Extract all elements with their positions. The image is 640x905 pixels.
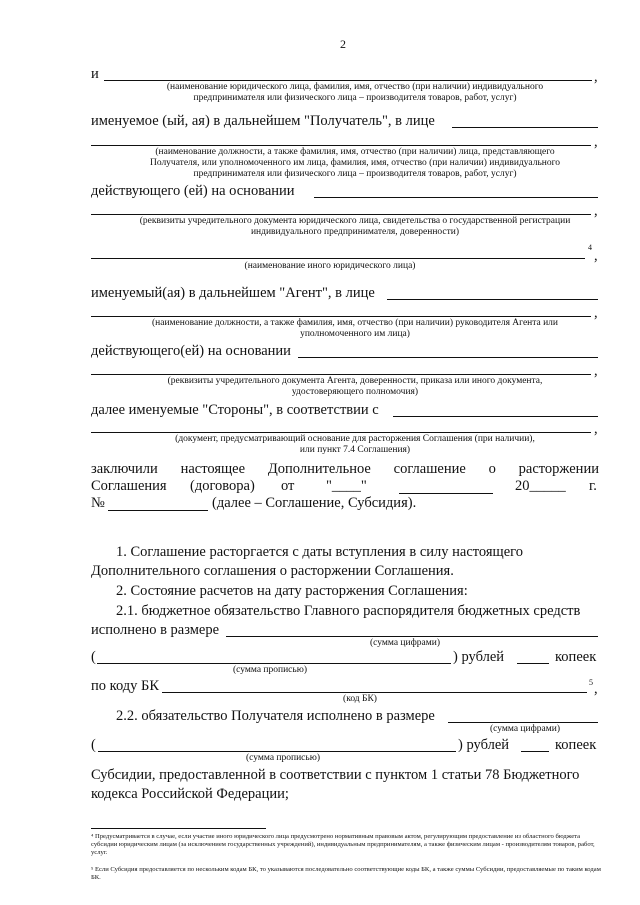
comma: , [594,363,598,379]
fill-line-number [108,510,208,511]
concluded-line-1: заключили настоящее Дополнительное соглашение о расторжении [91,461,599,477]
section-1-line-1: 1. Соглашение расторгается с даты вступления в силу настоящего [116,544,523,560]
kopecks-label: копеек [555,649,597,665]
comma: , [594,248,598,264]
fill-line-sum-words [97,663,451,664]
fill-line-date [399,493,493,494]
comma: , [594,203,598,219]
comma: , [594,69,598,85]
fill-line [91,145,591,146]
caption-sum-digits-2: (сумма цифрами) [490,724,560,734]
caption-bk: (код БК) [343,694,377,704]
rubles-label: ) рублей [453,649,505,665]
caption-agent-position: (наименование должности, а также фамилия, имя, отчество (при наличии) руководителя Агента или уполномоченного им лица) [151,318,559,339]
fill-line [91,214,591,215]
fill-line-org [104,80,592,81]
footnote-5: ⁵ Если Субсидия предоставляется по нескольким кодам БК, то указываются последовательно соответствующие коды БК, а также суммы Субсидии, предоставляемые по таким кодам БК. [91,866,601,882]
footnote-ref-5: 5 [589,678,593,687]
comma: , [594,134,598,150]
date-quotes: "____" [326,478,367,494]
caption-basis: (реквизиты учредительного документа юридического лица, свидетельства о государственной регистрации индивидуального предпринимателя, доверенности) [139,216,571,237]
rubles-label: ) рублей [458,737,510,753]
caption-sum-words-2: (сумма прописью) [246,753,320,763]
fill-line-kopecks [517,663,549,664]
fill-line [91,432,591,433]
bk-label: по коду БК [91,678,160,694]
fill-line [452,127,598,128]
parties-text: далее именуемые "Стороны", в соответствии с [91,402,379,418]
fill-line-recipient-sum [448,722,598,723]
and-label: и [91,66,99,82]
p21-line-2: исполнено в размере [91,622,220,638]
acting-basis-agent: действующего(ей) на основании [91,343,291,359]
p22-line: 2.2. обязательство Получателя исполнено в размере [116,708,435,724]
caption-other-org: (наименование иного юридического лица) [244,261,416,271]
contract-word: (договора) [190,478,255,494]
p21-line-1: 2.1. бюджетное обязательство Главного распорядителя бюджетных средств [116,603,581,619]
comma: , [594,681,598,697]
caption-sum-digits: (сумма цифрами) [370,638,440,648]
fill-line [298,357,598,358]
fill-line [314,197,598,198]
comma: , [594,305,598,321]
fill-line [91,316,591,317]
fill-line-sum-words-2 [98,751,456,752]
agreement-word: Соглашения [91,478,167,494]
comma: , [594,421,598,437]
from-word: от [281,478,295,494]
fill-line-bk [162,692,587,693]
subsidy-line-2: кодекса Российской Федерации; [91,786,289,802]
kopecks-label: копеек [555,737,597,753]
subsidy-line-1: Субсидии, предоставленной в соответствии с пунктом 1 статьи 78 Бюджетного [91,767,580,783]
fill-line-kopecks-2 [521,751,549,752]
footnote-separator [91,828,266,829]
open-paren: ( [91,649,96,665]
fill-line-other-org [91,258,585,259]
year-field: 20_____ [515,478,566,494]
fill-line [91,374,591,375]
fill-line [393,416,598,417]
page-number: 2 [340,37,346,51]
fill-line-sum-digits [226,636,598,637]
caption-doc: (документ, предусматривающий основание для расторжения Соглашения (при наличии), или пункт 7.4 Соглашения) [175,434,535,455]
open-paren: ( [91,737,96,753]
footnote-ref-4: 4 [588,243,592,252]
agreement-ref: (далее – Соглашение, Субсидия). [212,495,417,511]
named-as-agent: именуемый(ая) в дальнейшем "Агент", в лице [91,285,375,301]
acting-basis: действующего (ей) на основании [91,183,295,199]
fill-line [387,299,598,300]
named-as-recipient: именуемое (ый, ая) в дальнейшем "Получатель", в лице [91,113,435,129]
caption-sum-words: (сумма прописью) [233,665,307,675]
caption-position: (наименование должности, а также фамилия, имя, отчество (при наличии) лица, представляющего Получателя, или уполномоченного им лица, фамилия, имя, отчество (при наличии) индивидуального предпринимателя или физического лица – производителя товаров, работ, услуг) [149,147,561,179]
section-2-title: 2. Состояние расчетов на дату расторжения Соглашения: [116,583,468,599]
footnote-4: ⁴ Предусматривается в случае, если участие иного юридического лица предусмотрено нормативным правовым актом, регулирующим предоставление из областного бюджета субсидии юридическим лицам (за исключением государственных учреждений), индивидуальным предпринимателям, а также физическим лицам - производителям товаров, работ, услуг. [91,833,595,857]
year-suffix: г. [589,478,597,494]
number-sign: № [91,495,105,511]
section-1-line-2: Дополнительного соглашения о расторжении Соглашения. [91,563,454,579]
caption-agent-basis: (реквизиты учредительного документа Агента, доверенности, приказа или иного документа, удостоверяющего полномочия) [167,376,543,397]
caption-org: (наименование юридического лица, фамилия, имя, отчество (при наличии) индивидуального предпринимателя или физического лица – производителя товаров, работ, услуг) [166,82,544,103]
